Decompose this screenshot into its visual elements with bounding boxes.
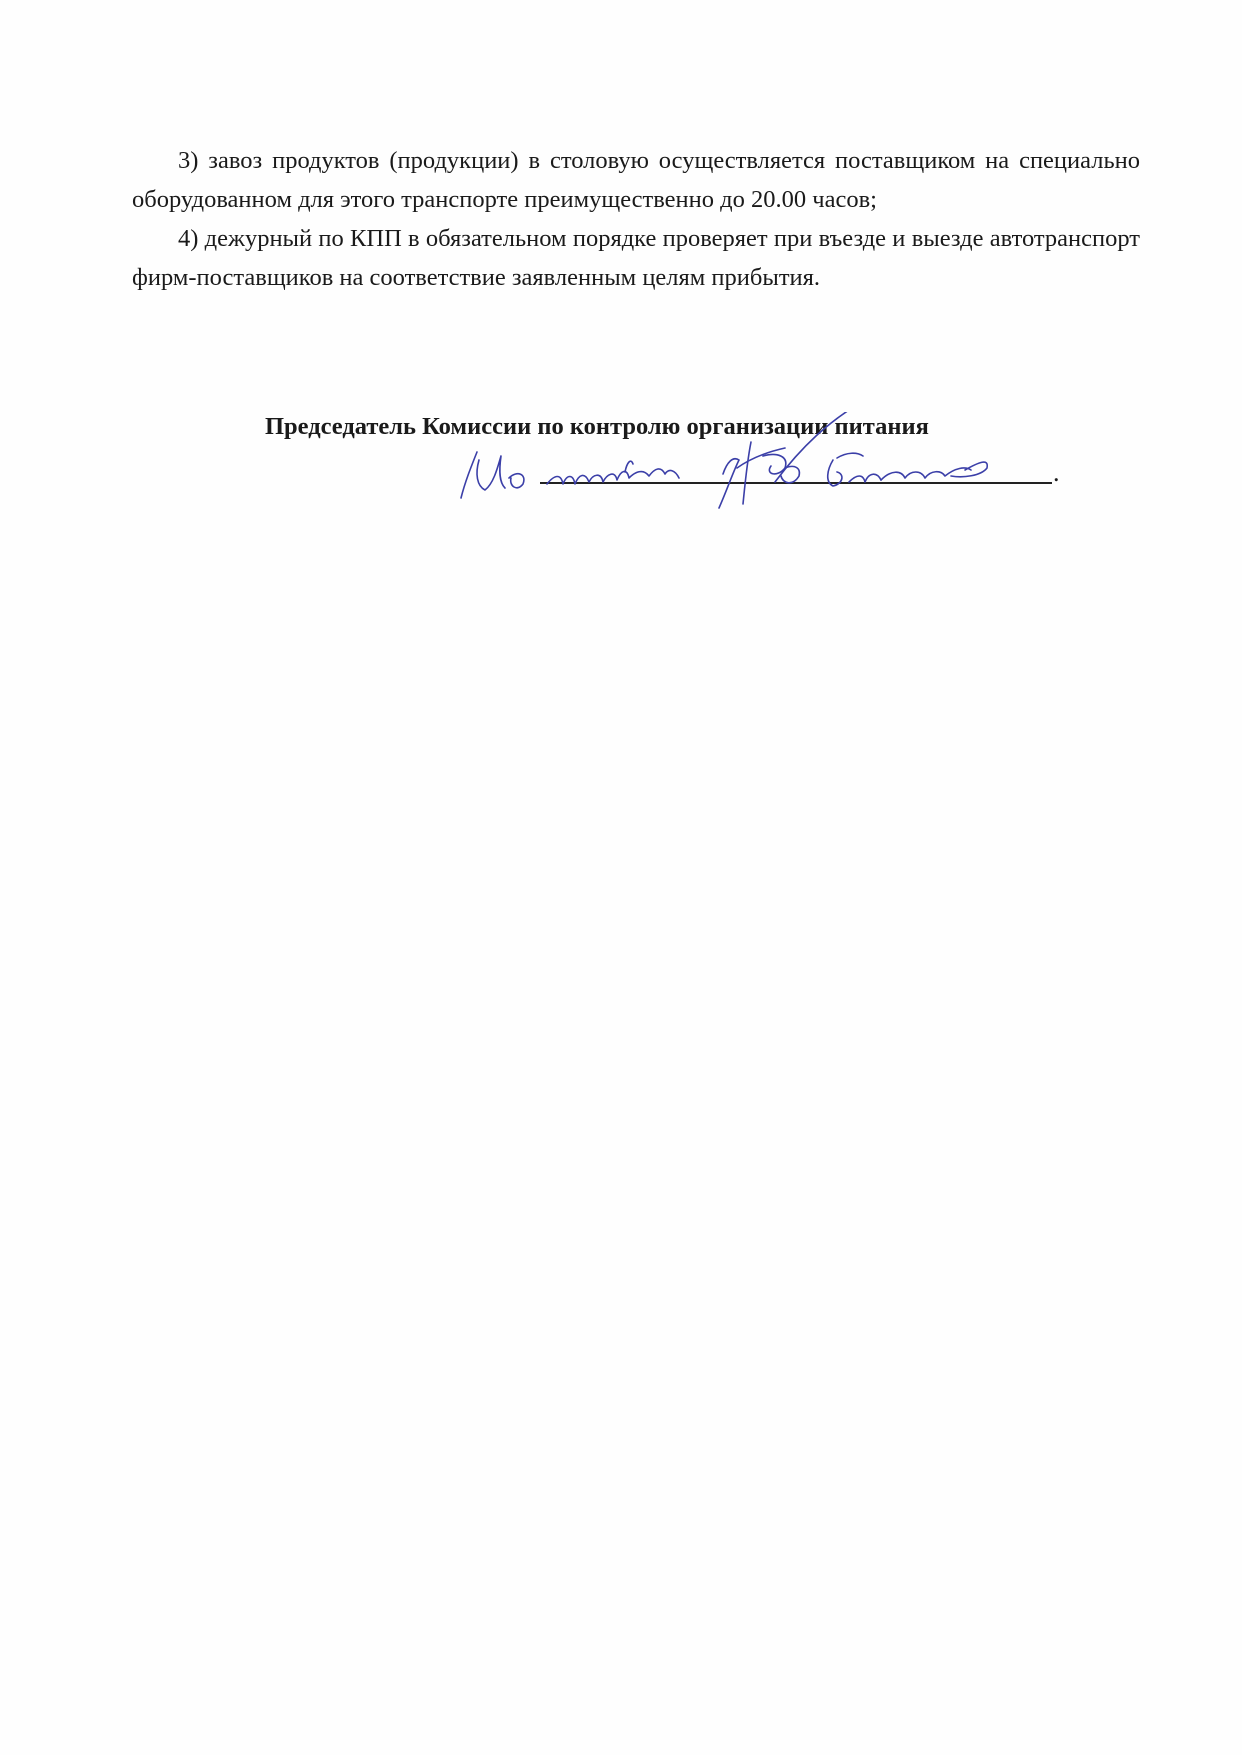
document-body xyxy=(132,141,1140,297)
signature-block xyxy=(265,412,1065,522)
paragraph-item-3: 3) завоз продуктов (продукции) в столовую осуществляется поставщиком на специально оборудованном для этого транспорте преимущественно до 20.00 часов; xyxy=(132,147,1140,213)
signatory-title: Председатель Комиссии по контролю организации питания xyxy=(265,413,929,440)
signature-line xyxy=(540,482,1052,484)
signature-line-end: . xyxy=(1053,458,1060,487)
paragraph-item-4: 4) дежурный по КПП в обязательном порядке проверяет при въезде и выезде автотранспорт фирм-поставщиков на соответствие заявленным целям прибытия. xyxy=(132,225,1140,291)
